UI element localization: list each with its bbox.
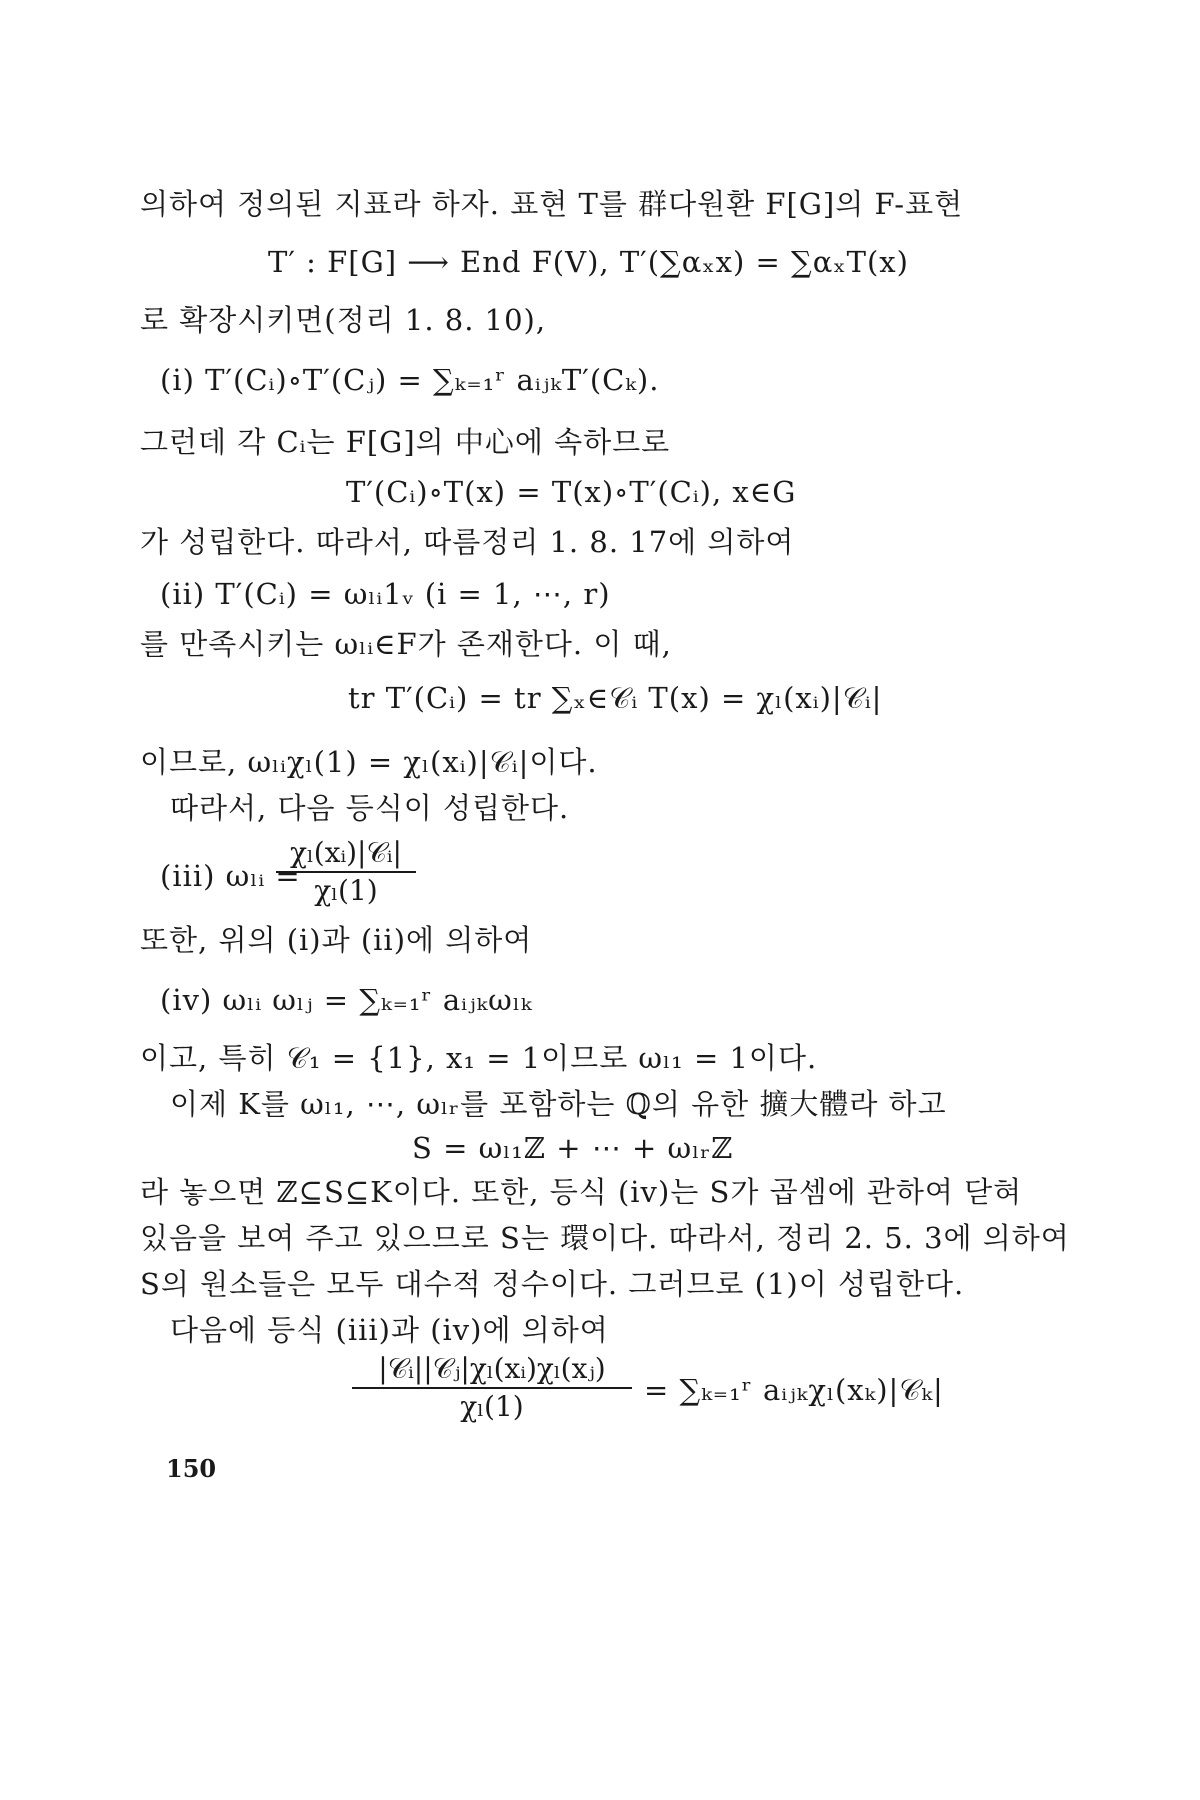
text-line-11: 이므로, ωₗᵢχₗ(1) = χₗ(xᵢ)|𝒞ᵢ|이다. [140,745,598,779]
equation-s-definition: S = ωₗ₁ℤ + ⋯ + ωₗᵣℤ [412,1131,734,1165]
equation-final-numerator: |𝒞ᵢ||𝒞ⱼ|χₗ(xᵢ)χₗ(xⱼ) [378,1352,606,1385]
text-line-15: 이고, 특히 𝒞₁ = {1}, x₁ = 1이므로 ωₗ₁ = 1이다. [140,1041,818,1075]
equation-final-fraction [352,1352,632,1424]
text-line-1: 의하여 정의된 지표라 하자. 표현 T를 群다원환 F[G]의 F-표현 [140,187,964,221]
text-line-12: 따라서, 다음 등식이 성립한다. [170,791,570,825]
text-line-16: 이제 K를 ωₗ₁, ⋯, ωₗᵣ를 포함하는 ℚ의 유한 擴大體라 하고 [170,1087,947,1121]
equation-iii-label: (iii) ωₗᵢ = [160,859,301,893]
equation-iii-denominator: χₗ(1) [314,874,378,907]
equation-center-commute: T′(Cᵢ)∘T(x) = T(x)∘T′(Cᵢ), x∈G [346,475,797,509]
equation-iii-numerator: χₗ(xᵢ)|𝒞ᵢ| [290,836,402,869]
text-line-3: 로 확장시키면(정리 1. 8. 10), [140,303,547,337]
page-number: 150 [166,1454,217,1483]
equation-final-rhs: = ∑ₖ₌₁ʳ aᵢⱼₖχₗ(xₖ)|𝒞ₖ| [644,1373,944,1407]
equation-trace: tr T′(Cᵢ) = tr ∑ₓ∈𝒞ᵢ T(x) = χₗ(xᵢ)|𝒞ᵢ| [348,681,883,715]
equation-t-prime-extension: T′ : F[G] ⟶ End F(V), T′(∑αₓx) = ∑αₓT(x) [268,245,909,279]
text-line-13: 또한, 위의 (i)과 (ii)에 의하여 [140,923,533,957]
text-line-18: 라 놓으면 ℤ⊆S⊆K이다. 또한, 등식 (iv)는 S가 곱셈에 관하여 닫혀 [140,1175,1023,1209]
text-line-9: 를 만족시키는 ωₗᵢ∈F가 존재한다. 이 때, [140,627,672,661]
text-line-5: 그런데 각 Cᵢ는 F[G]의 中心에 속하므로 [140,425,671,459]
equation-ii: (ii) T′(Cᵢ) = ωₗᵢ1ᵥ (i = 1, ⋯, r) [160,577,611,611]
equation-iii-fraction [276,836,416,908]
text-line-20: S의 원소들은 모두 대수적 정수이다. 그러므로 (1)이 성립한다. [140,1267,965,1301]
text-line-19: 있음을 보여 주고 있으므로 S는 環이다. 따라서, 정리 2. 5. 3에 의하여 [140,1221,1070,1255]
text-line-7: 가 성립한다. 따라서, 따름정리 1. 8. 17에 의하여 [140,525,795,559]
equation-i: (i) T′(Cᵢ)∘T′(Cⱼ) = ∑ₖ₌₁ʳ aᵢⱼₖT′(Cₖ). [160,363,660,397]
fraction-bar [276,871,416,873]
equation-iv: (iv) ωₗᵢ ωₗⱼ = ∑ₖ₌₁ʳ aᵢⱼₖωₗₖ [160,983,533,1017]
fraction-bar [352,1387,632,1389]
text-line-21: 다음에 등식 (iii)과 (iv)에 의하여 [170,1313,609,1347]
equation-final-denominator: χₗ(1) [460,1390,524,1423]
